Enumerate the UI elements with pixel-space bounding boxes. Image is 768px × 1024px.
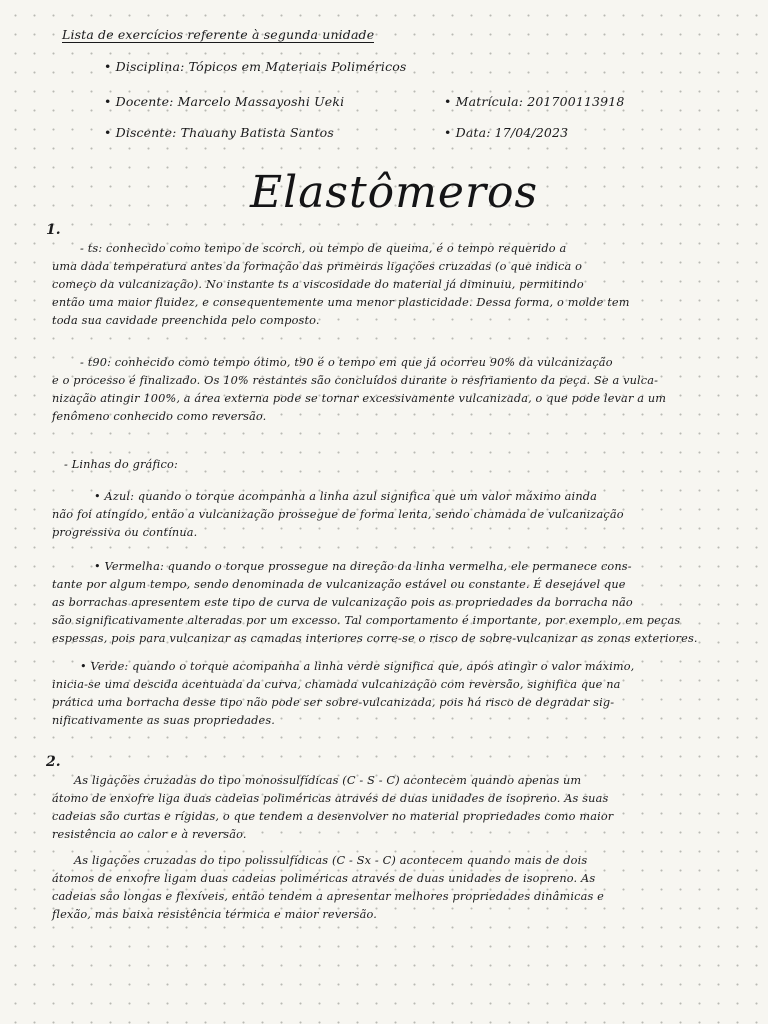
text-line: espessas, pois para vulcanizar as camadas interiores corre-se o risco de sobre-vulcanizar as zonas exteriores. — [52, 632, 698, 645]
text-line: são significativamente alteradas por um excesso. Tal comportamento é importante, por exemplo, em peças — [52, 614, 681, 627]
text-line: As ligações cruzadas do tipo monossulfídicas (C - S - C) acontecem quando apenas um — [74, 774, 582, 787]
enrollment-field: • Matrícula: 201700113918 — [444, 94, 625, 109]
text-line: cadeias são longas e flexíveis, então tendem a apresentar melhores propriedades dinâmicas e — [52, 890, 605, 903]
text-line: nização atingir 100%, a área externa pode se tornar excessivamente vulcanizada, o que pode levar a um — [52, 392, 667, 405]
text-line: - t90: conhecido como tempo ótimo, t90 é o tempo em que já ocorreu 90% da vulcanização — [80, 356, 613, 369]
text-line: não foi atingido, então a vulcanização prossegue de forma lenta, sendo chamada de vulcanização — [52, 508, 624, 521]
text-line: • Verde: quando o torque acompanha a linha verde significa que, após atingir o valor máximo, — [80, 660, 635, 673]
graph-lines-heading: - Linhas do gráfico: — [64, 458, 178, 471]
text-line: • Azul: quando o torque acompanha a linha azul significa que um valor máximo ainda — [94, 490, 598, 503]
text-line: e o processo é finalizado. Os 10% restantes são concluídos durante o resfriamento da peça. Se a vulca- — [52, 374, 659, 387]
text-line: as borrachas apresentem este tipo de curva de vulcanização pois as propriedades da borracha não — [52, 596, 633, 609]
text-line: nificativamente as suas propriedades. — [52, 714, 276, 727]
question-2-number: 2. — [46, 754, 61, 770]
text-line: flexão, mas baixa resistência térmica e maior reversão. — [52, 908, 378, 921]
text-line: cadeias são curtas e rígidas, o que tendem a desenvolver no material propriedades como maior — [52, 810, 614, 823]
teacher-field: • Docente: Marcelo Massayoshi Ueki — [104, 94, 345, 109]
text-line: então uma maior fluidez, e consequentemente uma menor plasticidade. Dessa forma, o molde tem — [52, 296, 630, 309]
text-line: toda sua cavidade preenchida pelo composto. — [52, 314, 320, 327]
text-line: átomo de enxofre liga duas cadeias poliméricas através de duas unidades de isopreno. As suas — [52, 792, 609, 805]
text-line: inicia-se uma descida acentuada da curva, chamada vulcanização com reversão, significa que na — [52, 678, 621, 691]
list-title: Lista de exercícios referente à segunda unidade — [62, 27, 375, 42]
text-line: fenômeno conhecido como reversão. — [52, 410, 267, 423]
text-line: • Vermelha: quando o torque prossegue na direção da linha vermelha, ele permanece cons- — [94, 560, 632, 573]
text-line: átomos de enxofre ligam duas cadeias poliméricas através de duas unidades de isopreno. As — [52, 872, 596, 885]
student-field: • Discente: Thauany Batista Santos — [104, 125, 334, 140]
date-field: • Data: 17/04/2023 — [444, 125, 569, 140]
text-line: progressiva ou contínua. — [52, 526, 198, 539]
text-line: - ts: conhecido como tempo de scorch, ou tempo de queima, é o tempo requerido a — [80, 242, 567, 255]
text-line: As ligações cruzadas do tipo polissulfídicas (C - Sx - C) acontecem quando mais de dois — [74, 854, 588, 867]
text-line: uma dada temperatura antes da formação das primeiras ligações cruzadas (o que indica o — [52, 260, 583, 273]
text-line: começo da vulcanização). No instante ts a viscosidade do material já diminuiu, permitindo — [52, 278, 584, 291]
text-line: tante por algum tempo, sendo denominada de vulcanização estável ou constante. É desejável que — [52, 578, 626, 591]
text-line: prática uma borracha desse tipo não pode ser sobre-vulcanizada, pois há risco de degradar sig- — [52, 696, 615, 709]
page-title: Elastômeros — [250, 167, 539, 218]
question-1-number: 1. — [46, 222, 61, 238]
text-line: resistência ao calor e à reversão. — [52, 828, 247, 841]
discipline-field: • Disciplina: Tópicos em Materiais Poliméricos — [104, 59, 407, 74]
